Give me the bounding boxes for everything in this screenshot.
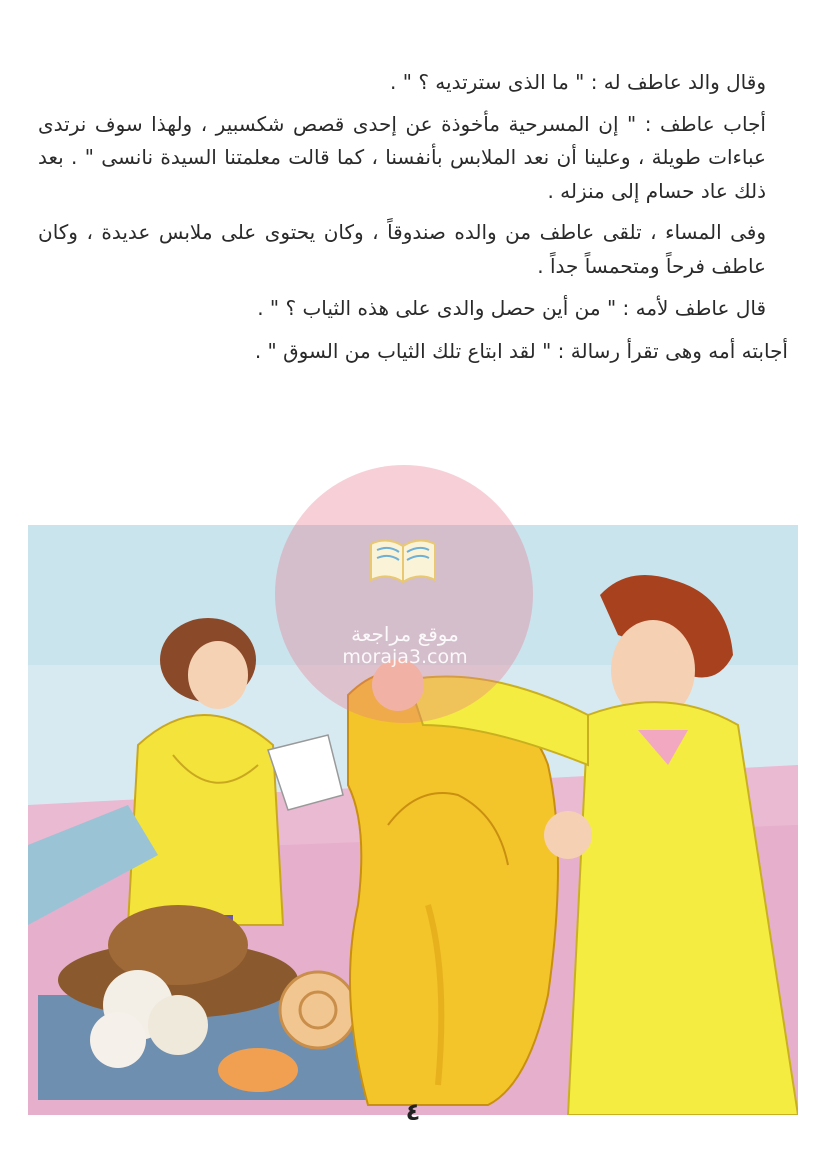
paragraph-atef-asks-mother: قال عاطف لأمه : " من أين حصل والدى على هذه الثياب ؟ " .: [257, 296, 766, 320]
watermark-book-icon: [363, 530, 443, 590]
watermark-latin-text: moraja3.com: [342, 646, 468, 668]
story-text: [38, 66, 788, 368]
paragraph-atef-answer: أجاب عاطف : " إن المسرحية مأخوذة عن إحدى قصص شكسبير ، ولهذا سوف نرتدى عباءات طويلة ، وعلينا أن نعد الملابس بأنفسنا ، كما قالت معلمتنا السيدة نانسى " . بعد ذلك عاد حسام إلى منزله .: [38, 111, 766, 203]
paragraph-father-question: وقال والد عاطف له : " ما الذى سترتديه ؟ " .: [390, 70, 766, 94]
page-number: ٤: [405, 1098, 421, 1126]
watermark-circle: [275, 465, 533, 723]
paragraph-mother-reply: أجابته أمه وهى تقرأ رسالة : " لقد ابتاع تلك الثياب من السوق " .: [254, 338, 788, 363]
paragraph-evening-box: وفى المساء ، تلقى عاطف من والده صندوقاً ، وكان يحتوى على ملابس عديدة ، وكان عاطف فرحاً ومتحمساً جداً .: [38, 220, 766, 278]
watermark-arabic-text: موقع مراجعة: [351, 622, 459, 646]
